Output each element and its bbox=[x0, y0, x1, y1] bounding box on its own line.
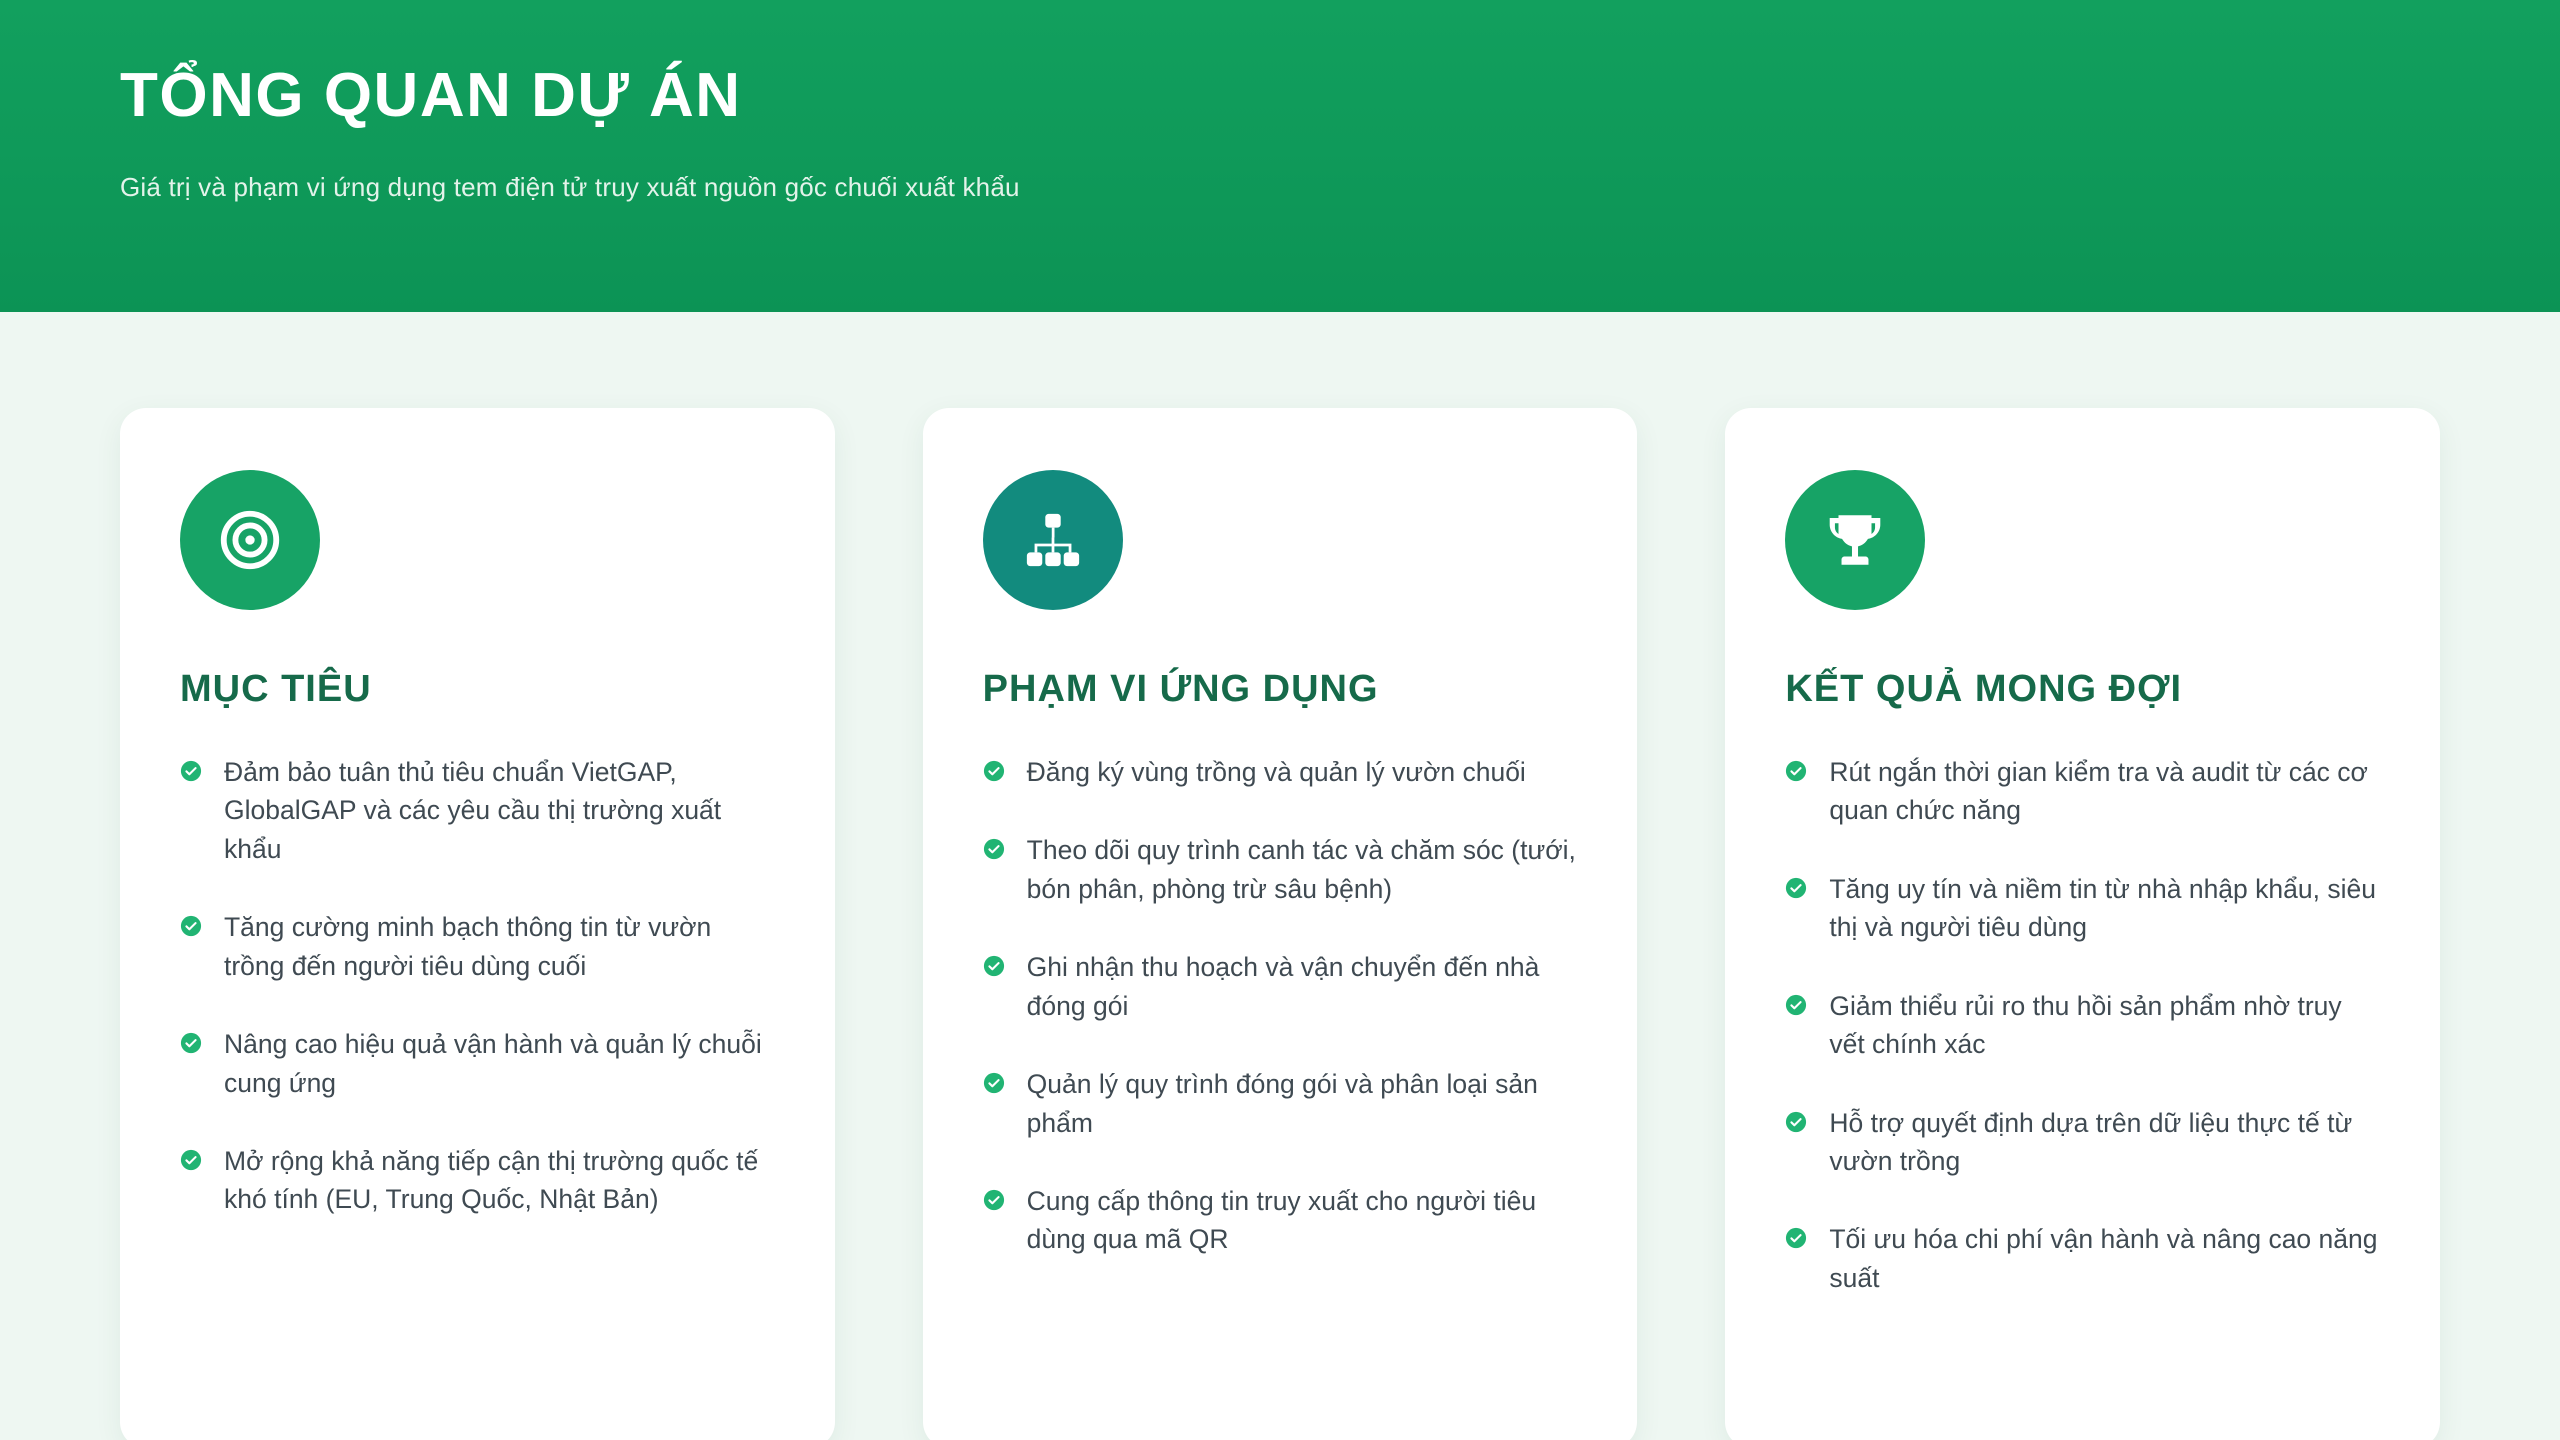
card-list bbox=[983, 753, 1578, 1259]
list-item bbox=[983, 753, 1578, 791]
check-circle-icon bbox=[983, 838, 1005, 865]
check-circle-icon bbox=[180, 760, 202, 787]
check-circle-icon bbox=[983, 760, 1005, 787]
page-header bbox=[0, 0, 2560, 312]
list-item bbox=[983, 1065, 1578, 1142]
check-circle-icon bbox=[1785, 1227, 1807, 1254]
page-subtitle: Giá trị và phạm vi ứng dụng tem điện tử truy xuất nguồn gốc chuối xuất khẩu bbox=[120, 172, 1020, 203]
list-item bbox=[180, 1025, 775, 1102]
check-circle-icon bbox=[1785, 877, 1807, 904]
list-item-text: Giảm thiểu rủi ro thu hồi sản phẩm nhờ truy vết chính xác bbox=[1829, 990, 2342, 1060]
card-muc-tieu bbox=[120, 408, 835, 1440]
list-item-text: Ghi nhận thu hoạch và vận chuyển đến nhà đóng gói bbox=[1026, 952, 1540, 1021]
list-item-text: Tăng cường minh bạch thông tin từ vườn trồng đến người tiêu dùng cuối bbox=[224, 912, 712, 981]
content-area bbox=[0, 312, 2560, 1440]
list-item-text: Đăng ký vùng trồng và quản lý vườn chuối bbox=[1026, 757, 1526, 787]
list-item-text: Mở rộng khả năng tiếp cận thị trường quốc tế khó tính (EU, Trung Quốc, Nhật Bản) bbox=[224, 1145, 759, 1215]
check-circle-icon bbox=[983, 955, 1005, 982]
card-title: KẾT QUẢ MONG ĐỢI bbox=[1785, 668, 2183, 710]
check-circle-icon bbox=[180, 1032, 202, 1059]
list-item-text: Đảm bảo tuân thủ tiêu chuẩn VietGAP, GlobalGAP và các yêu cầu thị trường xuất khẩu bbox=[224, 757, 722, 864]
list-item-text: Tăng uy tín và niềm tin từ nhà nhập khẩu, siêu thị và người tiêu dùng bbox=[1829, 873, 2376, 943]
check-circle-icon bbox=[1785, 994, 1807, 1021]
check-circle-icon bbox=[983, 1072, 1005, 1099]
list-item-text: Hỗ trợ quyết định dựa trên dữ liệu thực tế từ vườn trồng bbox=[1829, 1107, 2353, 1176]
check-circle-icon bbox=[1785, 1111, 1807, 1138]
list-item bbox=[1785, 870, 2380, 947]
page-title: TỔNG QUAN DỰ ÁN bbox=[120, 61, 742, 130]
list-item bbox=[180, 753, 775, 868]
list-item bbox=[1785, 753, 2380, 830]
list-item bbox=[180, 1142, 775, 1219]
list-item bbox=[983, 831, 1578, 908]
trophy-icon bbox=[1785, 470, 1925, 610]
target-icon bbox=[180, 470, 320, 610]
check-circle-icon bbox=[1785, 760, 1807, 787]
list-item-text: Tối ưu hóa chi phí vận hành và nâng cao năng suất bbox=[1829, 1224, 2378, 1293]
list-item bbox=[983, 948, 1578, 1025]
list-item bbox=[983, 1182, 1578, 1259]
cards-row bbox=[0, 408, 2560, 1440]
check-circle-icon bbox=[983, 1189, 1005, 1216]
card-list bbox=[1785, 753, 2380, 1297]
sitemap-icon bbox=[983, 470, 1123, 610]
card-title: MỤC TIÊU bbox=[180, 668, 372, 710]
card-ket-qua-mong-doi bbox=[1725, 408, 2440, 1440]
list-item bbox=[1785, 1104, 2380, 1181]
list-item-text: Quản lý quy trình đóng gói và phân loại sản phẩm bbox=[1026, 1069, 1538, 1138]
list-item bbox=[1785, 987, 2380, 1064]
check-circle-icon bbox=[180, 1149, 202, 1176]
list-item bbox=[180, 908, 775, 985]
list-item-text: Cung cấp thông tin truy xuất cho người tiêu dùng qua mã QR bbox=[1026, 1185, 1537, 1255]
card-title: PHẠM VI ỨNG DỤNG bbox=[982, 668, 1379, 710]
list-item-text: Nâng cao hiệu quả vận hành và quản lý chuỗi cung ứng bbox=[224, 1029, 762, 1098]
list-item-text: Rút ngắn thời gian kiểm tra và audit từ các cơ quan chức năng bbox=[1829, 757, 2368, 826]
card-pham-vi-ung-dung bbox=[923, 408, 1638, 1440]
list-item bbox=[1785, 1220, 2380, 1297]
list-item-text: Theo dõi quy trình canh tác và chăm sóc (tưới, bón phân, phòng trừ sâu bệnh) bbox=[1026, 835, 1576, 904]
check-circle-icon bbox=[180, 915, 202, 942]
card-list bbox=[180, 753, 775, 1219]
